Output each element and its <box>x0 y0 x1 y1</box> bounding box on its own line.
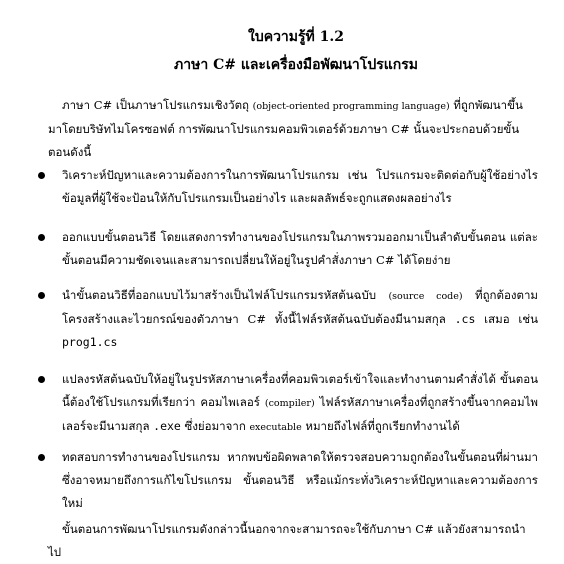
intro-text-1: ภาษา C# เป็นภาษาโปรแกรมเชิงวัตถุ <box>62 98 253 112</box>
bullet-icon <box>38 454 45 461</box>
file-extension-code: .cs <box>454 312 476 326</box>
bullet-icon <box>38 292 45 299</box>
list-item-text: วิเคราะห์ปัญหาและความต้องการในการพัฒนาโปรแกรม เช่น โปรแกรมจะติดต่อกับผู้ใช้อย่างไร ข้อมูลที่ผู้ใช้จะป้อนให้กับโปรแกรมเป็นอย่างไร และผลลัพธ์จะถูกแสดงผลอย่างไร <box>62 168 538 205</box>
list-item-text <box>62 284 538 354</box>
list-item-text-4: หมายถึงไฟล์ที่ถูกเรียกทำงานได้ <box>301 419 460 433</box>
intro-paragraph <box>48 94 534 164</box>
list-item-text-3: เสมอ เช่น <box>475 312 538 326</box>
file-extension-code: .exe <box>153 419 181 433</box>
bullet-icon <box>38 172 45 179</box>
document-title: ใบความรู้ที่ 1.2 <box>247 29 345 45</box>
list-item-english-term-2: executable <box>249 422 302 433</box>
list-item-text: ออกแบบขั้นตอนวิธี โดยแสดงการทำงานของโปรแกรมในภาพรวมออกมาเป็นลำดับขั้นตอน แต่ละขั้นตอนมีความชัดเจนและสามารถเปลี่ยนให้อยู่ในรูปคำสั่งภาษา C# ได้โดยง่าย <box>62 230 538 267</box>
bullet-icon <box>38 376 45 383</box>
list-item-text-3: ซึ่งย่อมาจาก <box>180 419 250 433</box>
list-item-text-2: ที่ถูกต้องตามโครงสร้างและไวยกรณ์ของตัวภาษา C# ทั้งนี้ไฟล์รหัสต้นฉบับต้องมีนามสกุล <box>62 288 538 326</box>
intro-text-2: ที่ถูกพัฒนาขึ้นมาโดยบริษัทไมโครซอฟต์ การพัฒนาโปรแกรมคอมพิวเตอร์ด้วยภาษา C# นั้นจะประกอบด้วยขั้นตอนดังนี้ <box>48 98 523 159</box>
list-item-english-term: (source code) <box>388 291 463 302</box>
file-name-code: prog1.cs <box>62 335 118 349</box>
closing-paragraph: ขั้นตอนการพัฒนาโปรแกรมดังกล่าวนี้นอกจากจะสามารถจะใช้กับภาษา C# แล้วยังสามารถนำไป <box>48 522 526 559</box>
list-item-text-1: นำขั้นตอนวิธีที่ออกแบบไว้มาสร้างเป็นไฟล์โปรแกรมรหัสต้นฉบับ <box>62 288 389 302</box>
list-item-text <box>62 368 538 439</box>
document-subtitle: ภาษา C# และเครื่องมือพัฒนาโปรแกรม <box>174 57 418 73</box>
bullet-icon <box>38 234 45 241</box>
list-item-text-2: ไฟล์รหัสภาษาเครื่องที่ถูกสร้างขึ้นจากคอมไพเลอร์จะมีนามสกุล <box>62 395 538 433</box>
intro-english-term: (object-oriented programming language) <box>252 101 450 112</box>
list-item-text-1: แปลงรหัสต้นฉบับให้อยู่ในรูปรหัสภาษาเครื่องที่คอมพิวเตอร์เข้าใจและทำงานตามคำสั่งได้ ขั้นตอนนี้ต้องใช้โปรแกรมที่เรียกว่า คอมไพเลอร์ <box>62 372 538 409</box>
list-item-english-term: (compiler) <box>264 398 315 409</box>
list-item-text: ทดสอบการทำงานของโปรแกรม หากพบข้อผิดพลาดให้ตรวจสอบความถูกต้องในขั้นตอนที่ผ่านมา ซึ่งอาจหมายถึงการแก้ไขโปรแกรม ขั้นตอนวิธี หรือแม้กระทั่งวิเคราะห์ปัญหาและความต้องการใหม่ <box>62 450 538 510</box>
